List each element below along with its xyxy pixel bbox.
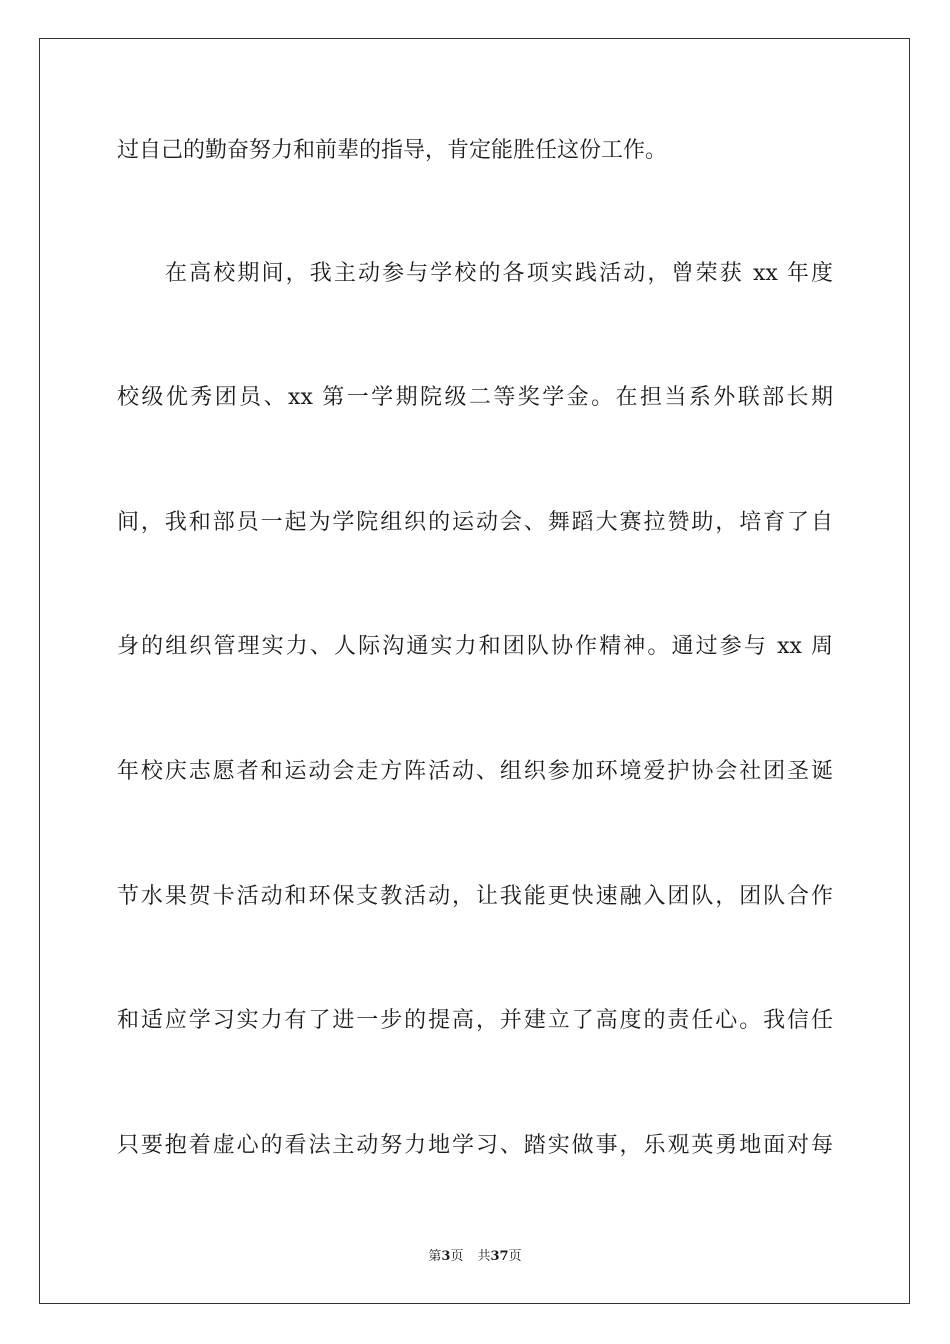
text-line-3: 校级优秀团员、xx 第一学期院级二等奖学金。在担当系外联部长期: [117, 385, 833, 410]
total-label-suffix: 页: [508, 1249, 522, 1264]
page-label-prefix: 第: [428, 1249, 442, 1264]
current-page-number: 3: [441, 1249, 451, 1264]
text-line-4: 间，我和部员一起为学院组织的运动会、舞蹈大赛拉赞助，培育了自: [117, 510, 833, 535]
page-border: [39, 38, 910, 1304]
text-line-6: 年校庆志愿者和运动会走方阵活动、组织参加环境爱护协会社团圣诞: [117, 759, 833, 784]
page-footer: [0, 1248, 950, 1266]
text-line-8: 和适应学习实力有了进一步的提高，并建立了高度的责任心。我信任: [117, 1008, 833, 1033]
text-line-5: 身的组织管理实力、人际沟通实力和团队协作精神。通过参与 xx 周: [117, 634, 833, 659]
total-pages-number: 37: [490, 1249, 509, 1264]
text-line-7: 节水果贺卡活动和环保支教活动，让我能更快速融入团队，团队合作: [117, 884, 833, 909]
text-line-1: 过自己的勤奋努力和前辈的指导，肯定能胜任这份工作。: [117, 138, 668, 163]
total-label-prefix: 共: [477, 1249, 491, 1264]
page-label-suffix: 页: [450, 1249, 464, 1264]
text-line-9: 只要抱着虚心的看法主动努力地学习、踏实做事，乐观英勇地面对每: [117, 1133, 833, 1158]
text-line-2: 在高校期间，我主动参与学校的各项实践活动，曾荣获 xx 年度: [165, 261, 833, 286]
